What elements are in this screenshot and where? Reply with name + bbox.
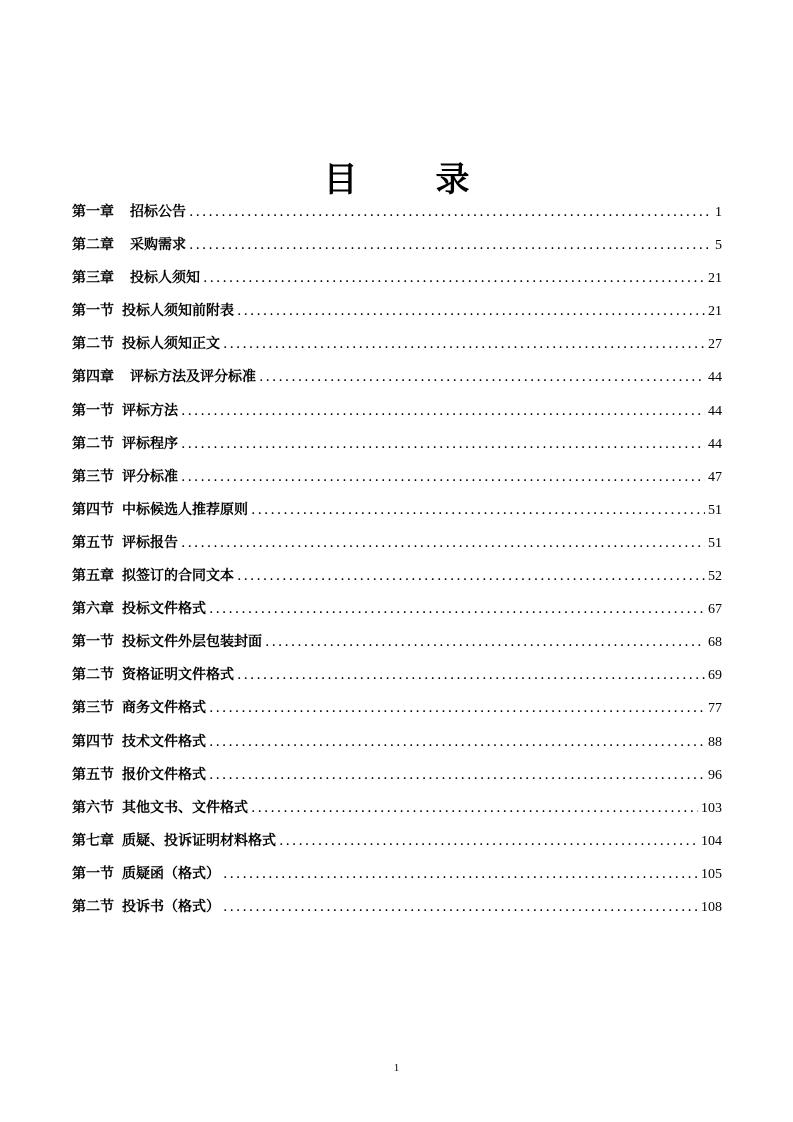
toc-entry-number: 第一章	[72, 204, 114, 220]
toc-entry-leader-dots	[209, 762, 705, 788]
toc-entry-page-number: 44	[708, 436, 722, 452]
toc-entry-page-number: 44	[708, 403, 722, 419]
toc-entry-title: 商务文件格式	[122, 700, 206, 717]
toc-entry-page-number: 104	[701, 833, 722, 849]
toc-entry-page-number: 21	[708, 304, 722, 320]
toc-entry-leader-dots	[259, 364, 705, 390]
toc-entry-leader-dots	[203, 265, 705, 291]
toc-entry-page-number: 77	[708, 701, 722, 717]
toc-entry[interactable]	[72, 331, 722, 364]
toc-entry-number: 第五节	[72, 766, 114, 783]
toc-entry[interactable]	[72, 199, 722, 232]
toc-title-part2: 录	[435, 160, 470, 200]
toc-entry-page-number: 69	[708, 668, 722, 684]
toc-entry-number: 第一节	[72, 865, 114, 882]
toc-entry-number: 第三章	[72, 270, 114, 287]
toc-entry-number: 第三节	[72, 468, 114, 485]
toc-entry-title: 质疑、投诉证明材料格式	[122, 832, 276, 849]
toc-title	[0, 152, 793, 201]
toc-entry-page-number: 103	[701, 800, 722, 816]
toc-entry-number: 第五节	[72, 534, 114, 551]
toc-entry-title: 投诉书（格式）	[122, 898, 220, 915]
toc-entry-leader-dots	[181, 530, 705, 556]
toc-entry-title: 采购需求	[130, 237, 186, 254]
toc-entry-page-number: 88	[708, 734, 722, 750]
toc-entry[interactable]	[72, 894, 722, 927]
toc-entry[interactable]	[72, 629, 722, 662]
toc-entry-page-number: 1	[715, 205, 722, 220]
toc-entry-number: 第二节	[72, 336, 114, 353]
toc-entry-title: 质疑函（格式）	[122, 865, 220, 882]
toc-entry-page-number: 108	[701, 899, 722, 915]
toc-entry-leader-dots	[237, 298, 705, 324]
toc-entry-title: 技术文件格式	[122, 733, 206, 750]
toc-entry-page-number: 51	[708, 535, 722, 551]
toc-list	[72, 199, 722, 927]
toc-entry-number: 第五章	[72, 568, 114, 585]
toc-entry[interactable]	[72, 265, 722, 298]
toc-entry[interactable]	[72, 232, 722, 265]
toc-entry-title: 拟签订的合同文本	[122, 568, 234, 585]
toc-entry-title: 中标候选人推荐原则	[122, 501, 248, 518]
toc-entry-title: 投标人须知前附表	[122, 303, 234, 320]
toc-entry-number: 第二节	[72, 435, 114, 452]
toc-entry[interactable]	[72, 596, 722, 629]
toc-entry-leader-dots	[209, 729, 705, 755]
toc-entry-leader-dots	[189, 232, 709, 258]
toc-entry-leader-dots	[189, 199, 709, 225]
toc-entry-leader-dots	[251, 795, 698, 821]
toc-entry-title: 招标公告	[130, 204, 186, 220]
toc-entry[interactable]	[72, 298, 722, 331]
toc-entry-title: 评分标准	[122, 468, 178, 485]
toc-entry[interactable]	[72, 364, 722, 397]
toc-entry[interactable]	[72, 530, 722, 563]
toc-entry[interactable]	[72, 861, 722, 894]
toc-entry-title: 其他文书、文件格式	[122, 799, 248, 816]
toc-entry-page-number: 68	[708, 635, 722, 651]
toc-entry-number: 第四节	[72, 733, 114, 750]
toc-entry-title: 评标程序	[122, 435, 178, 452]
toc-entry-page-number: 44	[708, 370, 722, 386]
toc-entry-page-number: 51	[708, 502, 722, 518]
toc-entry-number: 第二节	[72, 667, 114, 684]
toc-entry[interactable]	[72, 497, 722, 530]
toc-entry-leader-dots	[265, 629, 705, 655]
toc-entry-leader-dots	[209, 695, 705, 721]
toc-entry-title: 资格证明文件格式	[122, 667, 234, 684]
toc-entry[interactable]	[72, 729, 722, 762]
page-number: 1	[393, 1062, 400, 1074]
toc-title-part1: 目	[323, 160, 358, 200]
toc-entry-leader-dots	[223, 894, 698, 920]
toc-entry-title: 评标方法	[122, 402, 178, 419]
toc-entry-leader-dots	[181, 464, 705, 490]
toc-entry-leader-dots	[181, 431, 705, 457]
toc-entry[interactable]	[72, 431, 722, 464]
toc-entry-title: 投标文件外层包装封面	[122, 634, 262, 651]
toc-entry-title: 投标人须知	[130, 270, 200, 287]
toc-entry-page-number: 96	[708, 767, 722, 783]
toc-entry[interactable]	[72, 662, 722, 695]
toc-entry-leader-dots	[237, 563, 705, 589]
toc-entry-number: 第三节	[72, 700, 114, 717]
toc-entry-leader-dots	[251, 497, 705, 523]
toc-entry-leader-dots	[209, 596, 705, 622]
toc-entry-number: 第二节	[72, 898, 114, 915]
toc-entry-title: 评标报告	[122, 534, 178, 551]
toc-entry[interactable]	[72, 828, 722, 861]
toc-entry-leader-dots	[223, 861, 698, 887]
toc-entry-number: 第七章	[72, 832, 114, 849]
toc-entry[interactable]	[72, 762, 722, 795]
toc-entry-page-number: 67	[708, 602, 722, 618]
toc-entry-page-number: 47	[708, 469, 722, 485]
toc-entry-title: 报价文件格式	[122, 766, 206, 783]
toc-entry-leader-dots	[223, 331, 705, 357]
toc-entry-number: 第六节	[72, 799, 114, 816]
toc-entry[interactable]	[72, 398, 722, 431]
toc-entry-page-number: 27	[708, 337, 722, 353]
toc-entry-number: 第二章	[72, 237, 114, 254]
toc-entry-title: 评标方法及评分标准	[130, 369, 256, 386]
toc-entry[interactable]	[72, 695, 722, 728]
toc-entry-page-number: 21	[708, 271, 722, 287]
toc-entry-leader-dots	[237, 662, 705, 688]
toc-entry-page-number: 105	[701, 866, 722, 882]
toc-entry-number: 第四节	[72, 501, 114, 518]
toc-entry[interactable]	[72, 563, 722, 596]
toc-entry-number: 第六章	[72, 601, 114, 618]
toc-entry-number: 第四章	[72, 369, 114, 386]
toc-entry-leader-dots	[181, 398, 705, 424]
toc-entry-number: 第一节	[72, 634, 114, 651]
toc-entry-number: 第一节	[72, 402, 114, 419]
toc-entry-page-number: 5	[715, 238, 722, 254]
toc-entry-number: 第一节	[72, 303, 114, 320]
toc-entry-leader-dots	[279, 828, 698, 854]
toc-entry[interactable]	[72, 464, 722, 497]
toc-entry-title: 投标文件格式	[122, 601, 206, 618]
toc-entry[interactable]	[72, 795, 722, 828]
toc-entry-page-number: 52	[708, 569, 722, 585]
toc-entry-title: 投标人须知正文	[122, 336, 220, 353]
